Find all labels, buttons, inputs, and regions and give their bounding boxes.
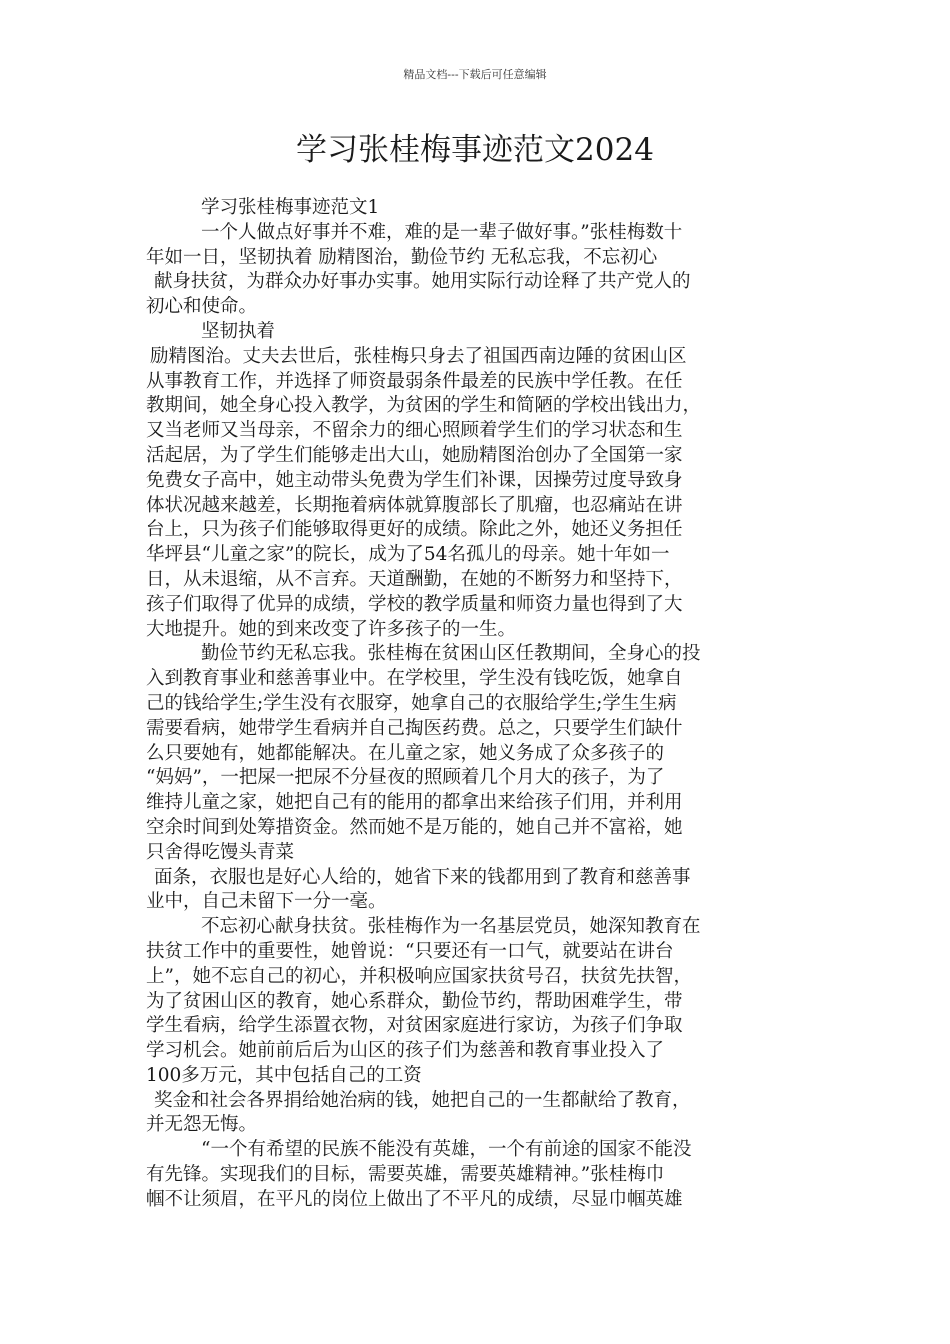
body-line: 么只要她有，她都能解决。在儿童之家，她义务成了众多孩子的 — [146, 742, 665, 764]
body-line: 一个人做点好事并不难，难的是一辈子做好事。”张桂梅数十 — [201, 221, 683, 243]
body-line: 孩子们取得了优异的成绩，学校的教学质量和师资力量也得到了大 — [146, 593, 683, 615]
body-line: 入到教育事业和慈善事业中。在学校里，学生没有钱吃饭，她拿自 — [146, 668, 683, 690]
document-title: 学习张桂梅事迹范文2024 — [296, 132, 654, 168]
body-line: 维持儿童之家，她把自己有的能用的都拿出来给孩子们用，并利用 — [146, 792, 683, 814]
body-line: 空余时间到处筹措资金。然而她不是万能的，她自己并不富裕，她 — [146, 816, 683, 838]
body-line: 只舍得吃馒头青菜 — [146, 841, 295, 863]
header-note: 精品文档---下载后可任意编辑 — [403, 68, 547, 81]
body-line: 华坪县“儿童之家”的院长，成为了54名孤儿的母亲。她十年如一 — [146, 544, 670, 566]
body-line: 并无怨无悔。 — [146, 1114, 258, 1136]
body-line: 初心和使命。 — [146, 296, 258, 318]
body-line: 勤俭节约无私忘我。张桂梅在贫困山区任教期间，全身心的投 — [201, 643, 701, 665]
body-line: 大地提升。她的到来改变了许多孩子的一生。 — [146, 618, 517, 640]
body-line: “一个有希望的民族不能没有英雄，一个有前途的国家不能没 — [201, 1139, 692, 1161]
body-line: 从事教育工作，并选择了师资最弱条件最差的民族中学任教。在任 — [146, 370, 683, 392]
body-line: 为了贫困山区的教育，她心系群众，勤俭节约，帮助困难学生，带 — [146, 990, 683, 1012]
body-line: 帼不让须眉，在平凡的岗位上做出了不平凡的成绩，尽显巾帼英雄 — [146, 1188, 683, 1210]
body-line: 台上，只为孩子们能够取得更好的成绩。除此之外，她还义务担任 — [146, 519, 683, 541]
body-line: 体状况越来越差，长期拖着病体就算腹部长了肌瘤，也忍痛站在讲 — [146, 494, 683, 516]
body-line: 献身扶贫，为群众办好事办实事。她用实际行动诠释了共产党人的 — [154, 271, 691, 293]
body-line: “妈妈”，一把屎一把尿不分昼夜的照顾着几个月大的孩子，为了 — [146, 767, 665, 789]
body-line: 不忘初心献身扶贫。张桂梅作为一名基层党员，她深知教育在 — [201, 916, 701, 938]
body-line: 日，从未退缩，从不言弃。天道酬勤，在她的不断努力和坚持下， — [146, 568, 683, 590]
body-line: 业中，自己未留下一分一毫。 — [146, 891, 387, 913]
body-line: 学生看病，给学生添置衣物，对贫困家庭进行家访，为孩子们争取 — [146, 1015, 683, 1037]
body-line: 面条，衣服也是好心人给的，她省下来的钱都用到了教育和慈善事 — [154, 866, 691, 888]
body-line: 奖金和社会各界捐给她治病的钱，她把自己的一生都献给了教育， — [154, 1089, 691, 1111]
body-line: 年如一日，坚韧执着 励精图治，勤俭节约 无私忘我，不忘初心 — [146, 246, 658, 268]
body-line: 活起居，为了学生们能够走出大山，她励精图治创办了全国第一家 — [146, 444, 683, 466]
body-line: 励精图治。丈夫去世后，张桂梅只身去了祖国西南边陲的贫困山区 — [150, 345, 687, 367]
body-line: 己的钱给学生;学生没有衣服穿，她拿自己的衣服给学生;学生生病 — [146, 692, 677, 714]
body-line: 100多万元，其中包括自己的工资 — [146, 1064, 422, 1086]
body-line: 需要看病，她带学生看病并自己掏医药费。总之，只要学生们缺什 — [146, 717, 683, 739]
document-body — [146, 196, 811, 1213]
body-line: 学习机会。她前前后后为山区的孩子们为慈善和教育事业投入了 — [146, 1040, 665, 1062]
body-line: 学习张桂梅事迹范文1 — [201, 197, 380, 218]
body-line: 教期间，她全身心投入教学，为贫困的学生和简陋的学校出钱出力， — [146, 395, 702, 417]
body-line: 又当老师又当母亲，不留余力的细心照顾着学生们的学习状态和生 — [146, 420, 683, 442]
body-line: 免费女子高中，她主动带头免费为学生们补课，因操劳过度导致身 — [146, 469, 683, 491]
body-line: 坚韧执着 — [201, 320, 276, 342]
body-line: 有先锋。实现我们的目标，需要英雄，需要英雄精神。”张桂梅巾 — [146, 1164, 665, 1186]
body-line: 扶贫工作中的重要性，她曾说：“只要还有一口气，就要站在讲台 — [146, 940, 674, 962]
body-line: 上”，她不忘自己的初心，并积极响应国家扶贫号召，扶贫先扶智， — [146, 965, 692, 987]
